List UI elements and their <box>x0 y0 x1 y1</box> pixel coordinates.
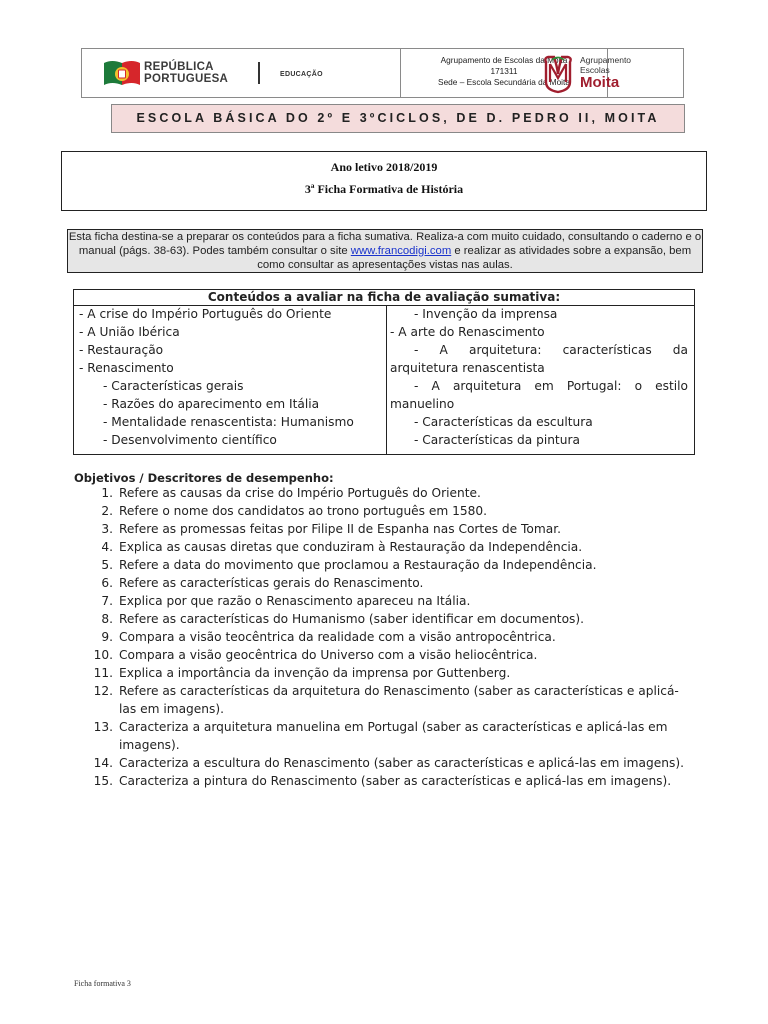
objectives-heading: Objetivos / Descritores de desempenho: <box>74 471 334 485</box>
objective-item: 2. Refere o nome dos candidatos ao trono português em 1580. <box>101 504 488 518</box>
republica-portuguesa-text: REPÚBLICA PORTUGUESA <box>144 61 229 85</box>
portuguese-emblem-icon <box>102 59 142 87</box>
objective-item: 10. Compara a visão geocêntrica do Universo com a visão heliocêntrica. <box>93 648 538 662</box>
contents-right-column <box>390 305 688 449</box>
objective-item: 11. Explica a importância da invenção da imprensa por Guttenberg. <box>93 666 511 680</box>
objectives-list <box>90 484 696 790</box>
francodigi-link[interactable]: www.francodigi.com <box>350 244 452 257</box>
moita-logo-text: Agrupamento Escolas Moita <box>580 55 632 91</box>
contents-subitem: - Características gerais <box>103 379 244 393</box>
school-name-banner: ESCOLA BÁSICA DO 2º E 3ºCICLOS, DE D. PEDRO II, MOITA <box>111 104 685 133</box>
contents-table <box>73 289 695 455</box>
contents-subitem-continued: manuelino <box>390 397 455 411</box>
objective-item: 13. Caracteriza a arquitetura manuelina em Portugal (saber as características e aplicá-las em imagens). <box>93 720 668 752</box>
contents-heading: Conteúdos a avaliar na ficha de avaliação sumativa: <box>74 290 694 306</box>
contents-subitem: - Mentalidade renascentista: Humanismo <box>103 415 354 429</box>
moita-m-emblem-icon <box>540 54 576 94</box>
school-year: Ano letivo 2018/2019 <box>330 160 438 174</box>
page-footer: Ficha formativa 3 <box>74 979 131 988</box>
contents-subitem: - Características da escultura <box>414 415 593 429</box>
contents-item: - Renascimento <box>79 361 174 375</box>
worksheet-title: 3ª Ficha Formativa de História <box>304 182 464 196</box>
objective-item: 3. Refere as promessas feitas por Filipe II de Espanha nas Cortes de Tomar. <box>101 522 561 536</box>
contents-item: - A arte do Renascimento <box>390 325 545 339</box>
contents-item: - A União Ibérica <box>79 325 180 339</box>
objective-item: 8. Refere as características do Humanismo (saber identificar em documentos). <box>101 612 585 626</box>
republica-portuguesa-logo <box>102 57 338 91</box>
intro-note: Esta ficha destina-se a preparar os conteúdos para a ficha sumativa. Realiza-a com muito cuidado, consultando o caderno e o manual (págs. 38-63). Podes também consultar o site www.francodigi.com e realizar as atividades sobre a expansão, bem como consultar as apresentações vistas nas aulas. <box>67 229 703 273</box>
logo-divider <box>258 62 260 84</box>
contents-subitem: - A arquitetura em Portugal: o estilo <box>414 379 688 393</box>
objective-item: 14. Caracteriza a escultura do Renascimento (saber as características e aplicá-las em imagens). <box>93 756 684 770</box>
contents-subitem: - Características da pintura <box>414 433 580 447</box>
objective-item: 1. Refere as causas da crise do Império Português do Oriente. <box>101 486 481 500</box>
objective-item: 15. Caracteriza a pintura do Renascimento (saber as características e aplicá-las em imagens). <box>93 774 672 788</box>
contents-column-divider <box>386 305 387 454</box>
objective-item: 12. Refere as características da arquitetura do Renascimento (saber as características e aplicá-las em imagens). <box>93 684 679 716</box>
objective-item: 4. Explica as causas diretas que conduziram à Restauração da Independência. <box>101 540 583 554</box>
agrupamento-moita-logo <box>540 53 680 95</box>
contents-item: - A crise do Império Português do Oriente <box>79 307 332 321</box>
contents-item: - Restauração <box>79 343 164 357</box>
contents-subitem: - Razões do aparecimento em Itália <box>103 397 320 411</box>
contents-subitem: - Invenção da imprensa <box>414 307 558 321</box>
contents-subitem: - A arquitetura: características da <box>414 343 688 357</box>
contents-subitem-continued: arquitetura renascentista <box>390 361 545 375</box>
agrupamento-info: Agrupamento de Escolas da Moita 171311 Sede – Escola Secundária da Moita <box>438 55 570 87</box>
objective-item: 6. Refere as características gerais do Renascimento. <box>101 576 424 590</box>
contents-left-column <box>79 305 384 449</box>
contents-subitem: - Desenvolvimento científico <box>103 433 277 447</box>
title-box <box>61 151 707 211</box>
objective-item: 5. Refere a data do movimento que proclamou a Restauração da Independência. <box>101 558 597 572</box>
objective-item: 7. Explica por que razão o Renascimento apareceu na Itália. <box>101 594 471 608</box>
objective-item: 9. Compara a visão teocêntrica da realidade com a visão antropocêntrica. <box>101 630 556 644</box>
document-header <box>81 48 684 98</box>
header-separator <box>400 49 401 97</box>
educacao-label: EDUCAÇÃO <box>280 71 323 78</box>
